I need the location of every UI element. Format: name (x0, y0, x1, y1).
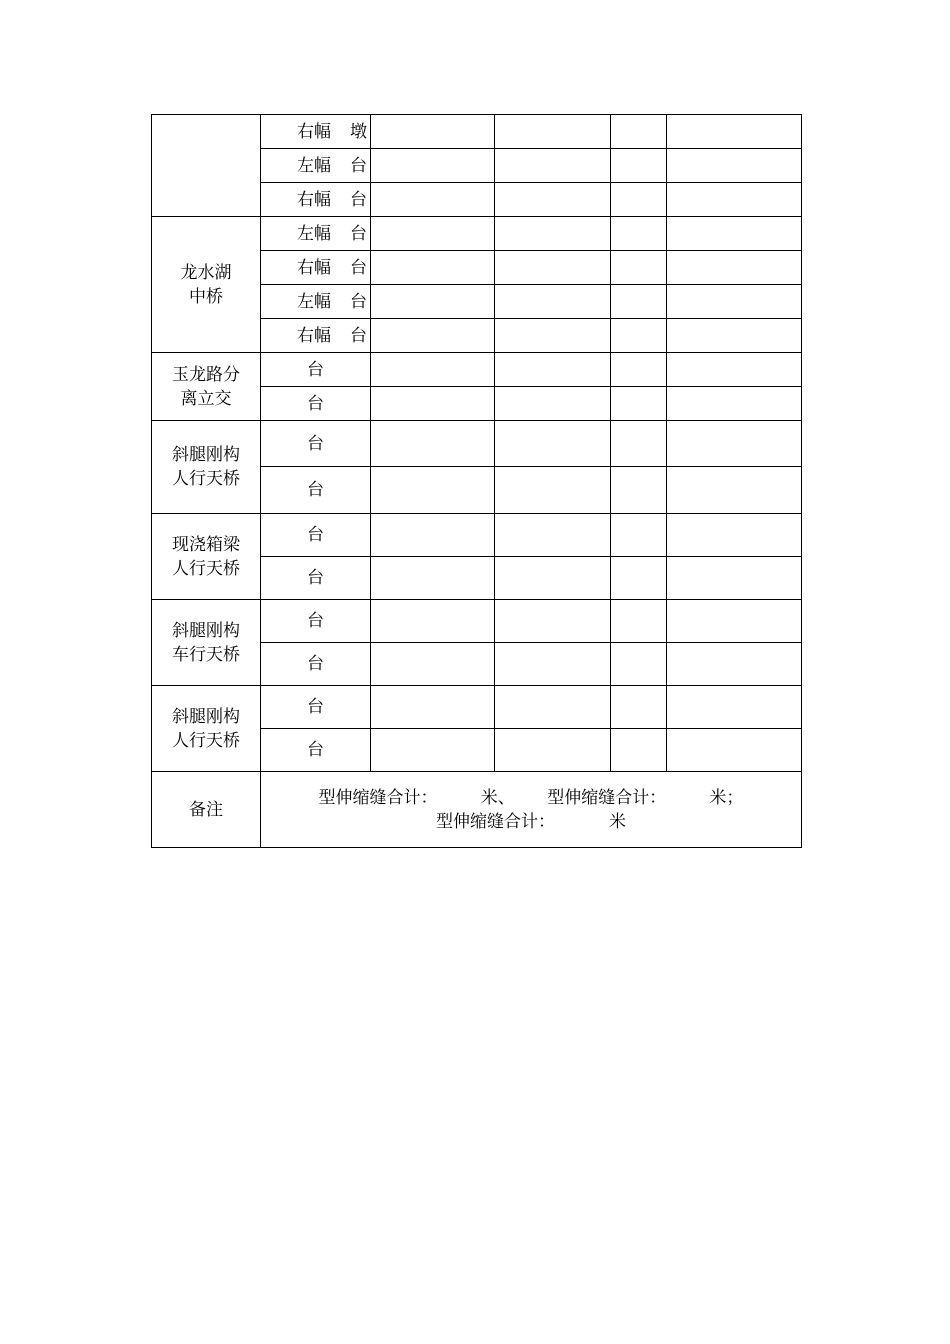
blank-cell (611, 115, 667, 149)
remark-content (261, 772, 802, 848)
bridge-name-cell (152, 600, 261, 686)
blank-cell (495, 319, 611, 353)
support-type-label: 台 (350, 257, 367, 278)
bridge-name-line: 离立交 (180, 388, 232, 409)
blank-cell (611, 319, 667, 353)
table-body (152, 115, 802, 848)
blank-cell (495, 251, 611, 285)
remark-line-1: 型伸缩缝合计： 米、 型伸缩缝合计： 米； (318, 787, 744, 808)
blank-cell (667, 183, 802, 217)
table-row (152, 421, 802, 467)
blank-cell (667, 217, 802, 251)
bridge-name-line: 车行天桥 (172, 644, 240, 665)
blank-cell (667, 319, 802, 353)
position-cell (261, 514, 371, 557)
blank-cell (371, 115, 495, 149)
position-cell (261, 686, 371, 729)
blank-cell (667, 643, 802, 686)
blank-cell (495, 183, 611, 217)
blank-cell (611, 285, 667, 319)
support-type-label: 台 (307, 654, 324, 674)
position-cell (261, 557, 371, 600)
blank-cell (667, 251, 802, 285)
blank-cell (611, 251, 667, 285)
support-type-label: 台 (307, 359, 324, 380)
bridge-name-cell (152, 686, 261, 772)
position-cell (261, 183, 371, 217)
blank-cell (667, 600, 802, 643)
table-row (152, 514, 802, 557)
bridge-name-line: 现浇箱梁 (172, 534, 240, 555)
table-row (152, 115, 802, 149)
blank-cell (495, 557, 611, 600)
side-label: 右幅 (297, 325, 331, 346)
support-type-label: 台 (307, 611, 324, 631)
position-cell (261, 149, 371, 183)
table-row (152, 353, 802, 387)
side-label: 右幅 (297, 121, 331, 142)
blank-cell (371, 600, 495, 643)
position-cell (261, 285, 371, 319)
table-row (152, 217, 802, 251)
blank-cell (371, 251, 495, 285)
blank-cell (611, 557, 667, 600)
blank-cell (611, 183, 667, 217)
blank-cell (495, 467, 611, 514)
blank-cell (495, 729, 611, 772)
blank-cell (371, 729, 495, 772)
blank-cell (611, 729, 667, 772)
support-type-label: 台 (307, 525, 324, 545)
blank-cell (495, 115, 611, 149)
support-type-label: 台 (350, 291, 367, 312)
bridge-name-line: 人行天桥 (172, 469, 240, 489)
blank-cell (495, 353, 611, 387)
side-label: 左幅 (297, 291, 331, 312)
position-cell (261, 387, 371, 421)
support-type-label: 台 (307, 480, 324, 500)
position-cell (261, 643, 371, 686)
expansion-joint-table (151, 114, 802, 848)
support-type-label: 台 (350, 189, 367, 210)
blank-cell (667, 149, 802, 183)
bridge-name-line: 玉龙路分 (172, 364, 240, 385)
bridge-name-line: 斜腿刚构 (172, 620, 240, 641)
blank-cell (371, 353, 495, 387)
blank-cell (371, 319, 495, 353)
blank-cell (667, 514, 802, 557)
bridge-name-cell (152, 115, 261, 217)
bridge-name-cell (152, 421, 261, 514)
table-row (152, 600, 802, 643)
bridge-name-cell (152, 353, 261, 421)
remark-row (152, 772, 802, 848)
remark-line-2: 型伸缩缝合计： 米 (435, 811, 627, 832)
blank-cell (495, 600, 611, 643)
blank-cell (371, 387, 495, 421)
support-type-label: 台 (307, 568, 324, 588)
blank-cell (611, 421, 667, 467)
blank-cell (371, 514, 495, 557)
blank-cell (667, 729, 802, 772)
support-type-label: 台 (307, 433, 324, 454)
bridge-name-cell (152, 514, 261, 600)
blank-cell (495, 217, 611, 251)
side-label: 右幅 (297, 189, 331, 210)
blank-cell (611, 217, 667, 251)
blank-cell (667, 387, 802, 421)
blank-cell (667, 285, 802, 319)
blank-cell (611, 643, 667, 686)
support-type-label: 台 (350, 325, 367, 346)
position-cell (261, 319, 371, 353)
blank-cell (371, 467, 495, 514)
blank-cell (611, 467, 667, 514)
support-type-label: 台 (307, 740, 324, 760)
blank-cell (495, 421, 611, 467)
blank-cell (371, 643, 495, 686)
blank-cell (371, 557, 495, 600)
support-type-label: 台 (350, 155, 367, 176)
table-row (152, 686, 802, 729)
blank-cell (495, 149, 611, 183)
remark-label: 备注 (152, 772, 261, 848)
blank-cell (371, 421, 495, 467)
position-cell (261, 251, 371, 285)
side-label: 左幅 (297, 223, 331, 244)
support-type-label: 台 (307, 697, 324, 717)
position-cell (261, 467, 371, 514)
blank-cell (667, 467, 802, 514)
bridge-name-line: 龙水湖 (180, 262, 232, 283)
position-cell (261, 421, 371, 467)
bridge-name-line: 人行天桥 (172, 730, 240, 751)
bridge-name-cell (152, 217, 261, 353)
position-cell (261, 729, 371, 772)
bridge-name-line: 人行天桥 (172, 558, 240, 579)
support-type-label: 墩 (350, 121, 367, 142)
bridge-name-line: 斜腿刚构 (172, 445, 240, 465)
blank-cell (667, 353, 802, 387)
position-cell (261, 600, 371, 643)
blank-cell (495, 514, 611, 557)
blank-cell (611, 149, 667, 183)
blank-cell (371, 183, 495, 217)
blank-cell (611, 353, 667, 387)
blank-cell (667, 686, 802, 729)
blank-cell (371, 149, 495, 183)
blank-cell (611, 387, 667, 421)
bridge-name-line: 中桥 (189, 286, 223, 307)
position-cell (261, 115, 371, 149)
blank-cell (371, 686, 495, 729)
blank-cell (371, 285, 495, 319)
side-label: 左幅 (297, 155, 331, 176)
blank-cell (667, 421, 802, 467)
blank-cell (495, 285, 611, 319)
blank-cell (611, 514, 667, 557)
blank-cell (495, 643, 611, 686)
support-type-label: 台 (350, 223, 367, 244)
support-type-label: 台 (307, 393, 324, 414)
blank-cell (667, 115, 802, 149)
position-cell (261, 217, 371, 251)
position-cell (261, 353, 371, 387)
bridge-name-line: 斜腿刚构 (172, 706, 240, 727)
blank-cell (495, 387, 611, 421)
blank-cell (611, 600, 667, 643)
blank-cell (667, 557, 802, 600)
side-label: 右幅 (297, 257, 331, 278)
blank-cell (371, 217, 495, 251)
blank-cell (611, 686, 667, 729)
blank-cell (495, 686, 611, 729)
